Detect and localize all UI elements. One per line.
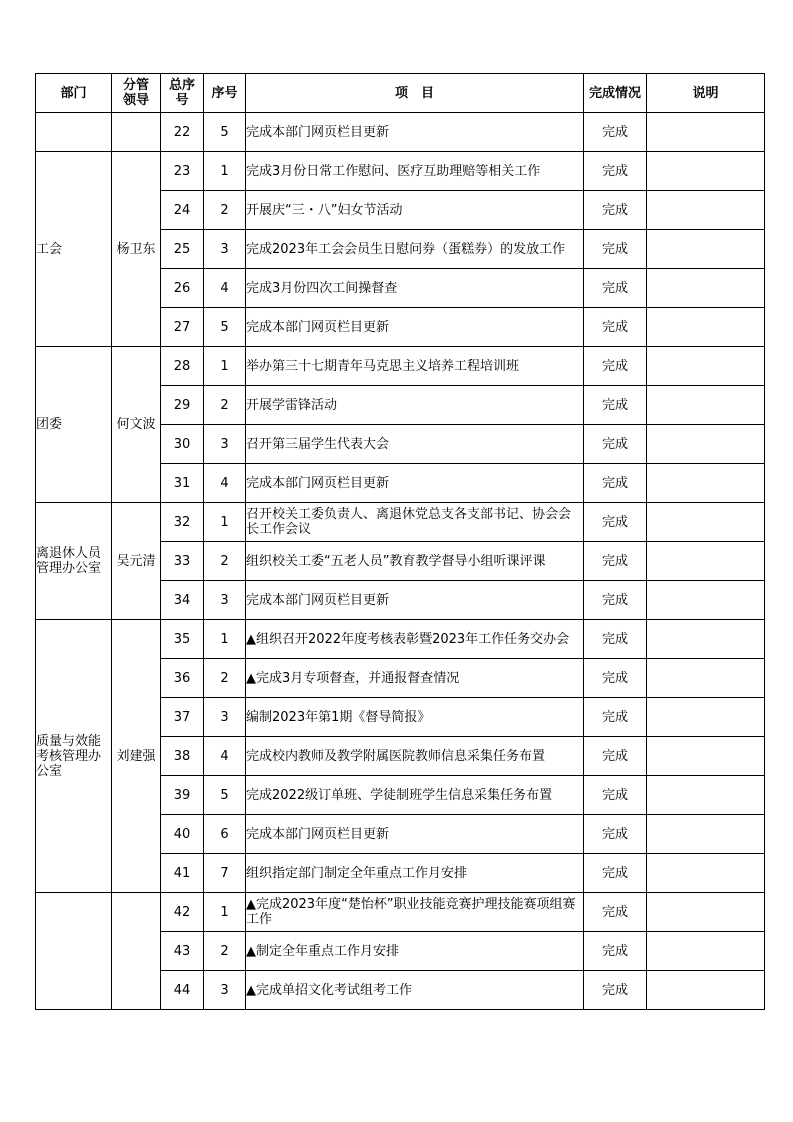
note-cell: [647, 113, 765, 152]
status-cell: 完成: [584, 230, 647, 269]
sequence-cell: 2: [204, 386, 246, 425]
total-number-cell: 35: [161, 620, 204, 659]
leader-cell: 吴元清: [112, 503, 161, 620]
department-cell: 团委: [36, 347, 112, 503]
header-note: 说明: [647, 74, 765, 113]
total-number-cell: 30: [161, 425, 204, 464]
note-cell: [647, 347, 765, 386]
department-cell: 质量与效能考核管理办公室: [36, 620, 112, 893]
status-cell: 完成: [584, 269, 647, 308]
status-cell: 完成: [584, 464, 647, 503]
item-cell: 召开校关工委负责人、离退休党总支各支部书记、协会会长工作会议: [246, 503, 584, 542]
item-cell: 开展庆“三・八”妇女节活动: [246, 191, 584, 230]
note-cell: [647, 269, 765, 308]
note-cell: [647, 698, 765, 737]
note-cell: [647, 152, 765, 191]
total-number-cell: 26: [161, 269, 204, 308]
note-cell: [647, 776, 765, 815]
sequence-cell: 3: [204, 581, 246, 620]
table-row: [36, 620, 765, 659]
total-number-cell: 29: [161, 386, 204, 425]
item-cell: ▲制定全年重点工作月安排: [246, 932, 584, 971]
status-cell: 完成: [584, 893, 647, 932]
sequence-cell: 2: [204, 932, 246, 971]
total-number-cell: 38: [161, 737, 204, 776]
status-cell: 完成: [584, 542, 647, 581]
status-cell: 完成: [584, 191, 647, 230]
total-number-cell: 37: [161, 698, 204, 737]
work-completion-table: [35, 73, 765, 1010]
item-cell: 完成2022级订单班、学徒制班学生信息采集任务布置: [246, 776, 584, 815]
sequence-cell: 3: [204, 425, 246, 464]
note-cell: [647, 191, 765, 230]
header-sequence: 序号: [204, 74, 246, 113]
status-cell: 完成: [584, 776, 647, 815]
total-number-cell: 33: [161, 542, 204, 581]
note-cell: [647, 308, 765, 347]
sequence-cell: 3: [204, 971, 246, 1010]
total-number-cell: 36: [161, 659, 204, 698]
sequence-cell: 5: [204, 308, 246, 347]
header-status: 完成情况: [584, 74, 647, 113]
note-cell: [647, 932, 765, 971]
item-cell: ▲组织召开2022年度考核表彰暨2023年工作任务交办会: [246, 620, 584, 659]
sequence-cell: 2: [204, 191, 246, 230]
item-cell: 完成2023年工会会员生日慰问券（蛋糕券）的发放工作: [246, 230, 584, 269]
status-cell: 完成: [584, 425, 647, 464]
status-cell: 完成: [584, 698, 647, 737]
leader-cell: 何文波: [112, 347, 161, 503]
item-cell: 完成3月份日常工作慰问、医疗互助理赔等相关工作: [246, 152, 584, 191]
sequence-cell: 2: [204, 542, 246, 581]
leader-cell: [112, 113, 161, 152]
sequence-cell: 5: [204, 113, 246, 152]
status-cell: 完成: [584, 854, 647, 893]
total-number-cell: 25: [161, 230, 204, 269]
status-cell: 完成: [584, 113, 647, 152]
table-body: [36, 113, 765, 1010]
total-number-cell: 27: [161, 308, 204, 347]
status-cell: 完成: [584, 971, 647, 1010]
sequence-cell: 4: [204, 269, 246, 308]
sequence-cell: 7: [204, 854, 246, 893]
item-cell: 编制2023年第1期《督导简报》: [246, 698, 584, 737]
note-cell: [647, 464, 765, 503]
item-cell: 完成本部门网页栏目更新: [246, 464, 584, 503]
item-cell: 组织指定部门制定全年重点工作月安排: [246, 854, 584, 893]
sequence-cell: 3: [204, 698, 246, 737]
total-number-cell: 41: [161, 854, 204, 893]
department-cell: [36, 113, 112, 152]
header-leader-text: 分管领导: [122, 78, 149, 108]
status-cell: 完成: [584, 815, 647, 854]
status-cell: 完成: [584, 932, 647, 971]
item-cell: 完成3月份四次工间操督查: [246, 269, 584, 308]
note-cell: [647, 737, 765, 776]
sequence-cell: 2: [204, 659, 246, 698]
status-cell: 完成: [584, 503, 647, 542]
item-cell: 召开第三届学生代表大会: [246, 425, 584, 464]
sequence-cell: 4: [204, 737, 246, 776]
header-total-number: [161, 74, 204, 113]
total-number-cell: 22: [161, 113, 204, 152]
item-cell: 完成校内教师及教学附属医院教师信息采集任务布置: [246, 737, 584, 776]
department-cell: 离退休人员管理办公室: [36, 503, 112, 620]
item-cell: ▲完成2023年度“楚怡杯”职业技能竞赛护理技能赛项组赛工作: [246, 893, 584, 932]
status-cell: 完成: [584, 581, 647, 620]
sequence-cell: 1: [204, 503, 246, 542]
table-row: [36, 152, 765, 191]
table-row: [36, 503, 765, 542]
table-row: [36, 113, 765, 152]
note-cell: [647, 893, 765, 932]
header-row: [36, 74, 765, 113]
sequence-cell: 1: [204, 893, 246, 932]
status-cell: 完成: [584, 659, 647, 698]
status-cell: 完成: [584, 152, 647, 191]
table-row: [36, 893, 765, 932]
department-cell: [36, 893, 112, 1010]
sequence-cell: 4: [204, 464, 246, 503]
total-number-cell: 40: [161, 815, 204, 854]
total-number-cell: 34: [161, 581, 204, 620]
sequence-cell: 6: [204, 815, 246, 854]
status-cell: 完成: [584, 386, 647, 425]
status-cell: 完成: [584, 347, 647, 386]
sequence-cell: 1: [204, 152, 246, 191]
total-number-cell: 43: [161, 932, 204, 971]
note-cell: [647, 425, 765, 464]
header-leader: [112, 74, 161, 113]
total-number-cell: 24: [161, 191, 204, 230]
item-cell: 完成本部门网页栏目更新: [246, 815, 584, 854]
item-cell: ▲完成单招文化考试组考工作: [246, 971, 584, 1010]
total-number-cell: 39: [161, 776, 204, 815]
item-cell: 完成本部门网页栏目更新: [246, 308, 584, 347]
department-cell: 工会: [36, 152, 112, 347]
note-cell: [647, 230, 765, 269]
total-number-cell: 28: [161, 347, 204, 386]
leader-cell: [112, 893, 161, 1010]
item-cell: 开展学雷锋活动: [246, 386, 584, 425]
item-cell: ▲完成3月专项督查，并通报督查情况: [246, 659, 584, 698]
note-cell: [647, 659, 765, 698]
note-cell: [647, 854, 765, 893]
item-cell: 组织校关工委“五老人员”教育教学督导小组听课评课: [246, 542, 584, 581]
item-cell: 完成本部门网页栏目更新: [246, 113, 584, 152]
total-number-cell: 32: [161, 503, 204, 542]
header-total-number-text: 总序号: [168, 78, 195, 108]
total-number-cell: 23: [161, 152, 204, 191]
status-cell: 完成: [584, 620, 647, 659]
note-cell: [647, 815, 765, 854]
leader-cell: 杨卫东: [112, 152, 161, 347]
sequence-cell: 5: [204, 776, 246, 815]
total-number-cell: 44: [161, 971, 204, 1010]
sequence-cell: 3: [204, 230, 246, 269]
item-cell: 举办第三十七期青年马克思主义培养工程培训班: [246, 347, 584, 386]
note-cell: [647, 386, 765, 425]
total-number-cell: 42: [161, 893, 204, 932]
note-cell: [647, 971, 765, 1010]
sequence-cell: 1: [204, 347, 246, 386]
note-cell: [647, 620, 765, 659]
leader-cell: 刘建强: [112, 620, 161, 893]
item-cell: 完成本部门网页栏目更新: [246, 581, 584, 620]
sequence-cell: 1: [204, 620, 246, 659]
note-cell: [647, 581, 765, 620]
status-cell: 完成: [584, 737, 647, 776]
total-number-cell: 31: [161, 464, 204, 503]
note-cell: [647, 503, 765, 542]
header-item: 项 目: [246, 74, 584, 113]
table-row: [36, 347, 765, 386]
status-cell: 完成: [584, 308, 647, 347]
header-dept: 部门: [36, 74, 112, 113]
note-cell: [647, 542, 765, 581]
